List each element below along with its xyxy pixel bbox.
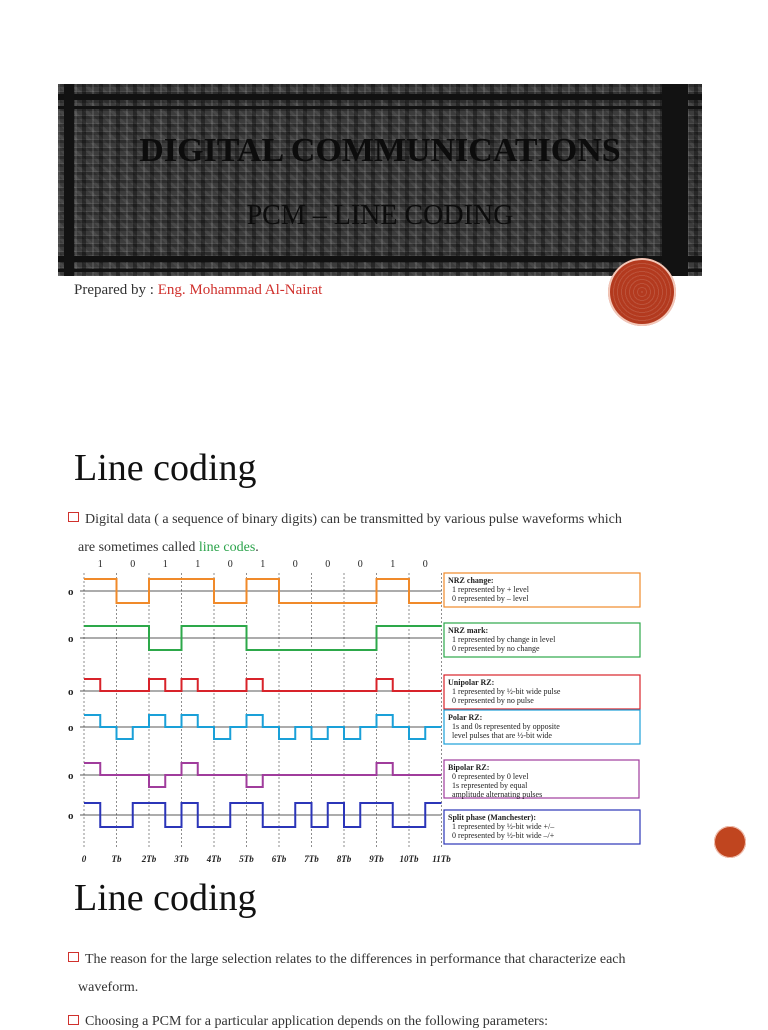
- legend-text: 0 represented by 0 level: [452, 772, 529, 781]
- title-banner: [58, 84, 702, 276]
- slide3-heading: Line coding: [74, 877, 257, 919]
- legend-text: 1s and 0s represented by opposite: [452, 722, 560, 731]
- x-tick-label: 4Tb: [206, 854, 222, 864]
- x-tick-label: 5Tb: [239, 854, 254, 864]
- x-tick-label: Tb: [111, 854, 122, 864]
- line-codes-term: line codes: [198, 540, 256, 555]
- legend-text: Unipolar RZ:: [448, 678, 495, 687]
- bullet-square-icon: [68, 952, 79, 962]
- x-tick-label: 7Tb: [304, 854, 319, 864]
- bit-label: 0: [422, 559, 428, 570]
- slide3-bullet-2: [68, 1014, 548, 1030]
- bit-label: 1: [97, 559, 103, 570]
- bullet-text: The reason for the large selection relates to the differences in performance that characterize each: [85, 952, 626, 967]
- legend-text: 1 represented by ½-bit wide pulse: [452, 687, 561, 696]
- bit-label: 1: [162, 559, 168, 570]
- legend-text: 0 represented by – level: [452, 594, 529, 603]
- bit-label: 0: [130, 559, 136, 570]
- decorative-circle: [608, 258, 676, 326]
- legend-text: Bipolar RZ:: [448, 763, 490, 772]
- x-tick-label: 8Tb: [336, 854, 352, 864]
- legend-text: 1 represented by ½-bit wide +/–: [452, 822, 555, 831]
- waveform-2: [84, 679, 442, 691]
- legend-text: NRZ change:: [448, 576, 494, 585]
- bit-label: 1: [390, 559, 396, 570]
- bit-label: 0: [357, 559, 363, 570]
- x-tick-label: 6Tb: [271, 854, 287, 864]
- x-tick-label: 0: [81, 854, 87, 864]
- x-tick-label: 2Tb: [141, 854, 157, 864]
- legend-text: 1 represented by change in level: [452, 635, 556, 644]
- zero-level-label: o: [68, 686, 74, 698]
- legend-text: Split phase (Manchester):: [448, 813, 536, 822]
- zero-level-label: o: [68, 810, 74, 822]
- line-code-waveforms-figure: [64, 553, 654, 865]
- prepared-label: Prepared by :: [74, 282, 158, 298]
- bullet-square-icon: [68, 512, 79, 522]
- legend-text: 0 represented by ½-bit wide –/+: [452, 831, 555, 840]
- legend-text: 0 represented by no change: [452, 644, 540, 653]
- x-tick-label: 3Tb: [174, 854, 189, 864]
- slide2-heading: Line coding: [74, 447, 257, 489]
- legend-text: Polar RZ:: [448, 713, 483, 722]
- legend-text: NRZ mark:: [448, 626, 489, 635]
- legend-text: amplitude alternating pulses: [452, 790, 543, 799]
- slide3-bullet: [68, 946, 708, 1002]
- x-tick-label: 9Tb: [369, 854, 384, 864]
- legend-text: 1s represented by equal: [452, 781, 528, 790]
- bit-label: 0: [292, 559, 298, 570]
- legend-text: level pulses that are ½-bit wide: [452, 731, 552, 740]
- bit-label: 1: [260, 559, 266, 570]
- x-tick-label: 10Tb: [399, 854, 419, 864]
- bit-label: 0: [227, 559, 233, 570]
- x-tick-label: 11Tb: [432, 854, 451, 864]
- bit-label: 1: [195, 559, 201, 570]
- zero-level-label: o: [68, 770, 74, 782]
- bullet-text: Digital data ( a sequence of binary digits) can be transmitted by various pulse waveforms which: [85, 512, 622, 527]
- presentation-title: DIGITAL COMMUNICATIONS: [139, 132, 621, 169]
- zero-level-label: o: [68, 722, 74, 734]
- legend-text: 0 represented by no pulse: [452, 696, 534, 705]
- decorative-circle-small: [714, 826, 746, 858]
- prepared-by: [74, 282, 322, 299]
- presentation-subtitle: PCM – LINE CODING: [246, 200, 514, 231]
- bit-label: 0: [325, 559, 331, 570]
- bullet-text: Choosing a PCM for a particular application depends on the following parameters:: [85, 1014, 549, 1029]
- bullet-end: .: [255, 540, 259, 555]
- zero-level-label: o: [68, 633, 74, 645]
- author-name: Eng. Mohammad Al-Nairat: [157, 282, 323, 298]
- bullet-text-cont: waveform.: [78, 980, 139, 995]
- bullet-text-cont: are sometimes called: [78, 540, 199, 555]
- legend-text: 1 represented by + level: [452, 585, 529, 594]
- zero-level-label: o: [68, 586, 74, 598]
